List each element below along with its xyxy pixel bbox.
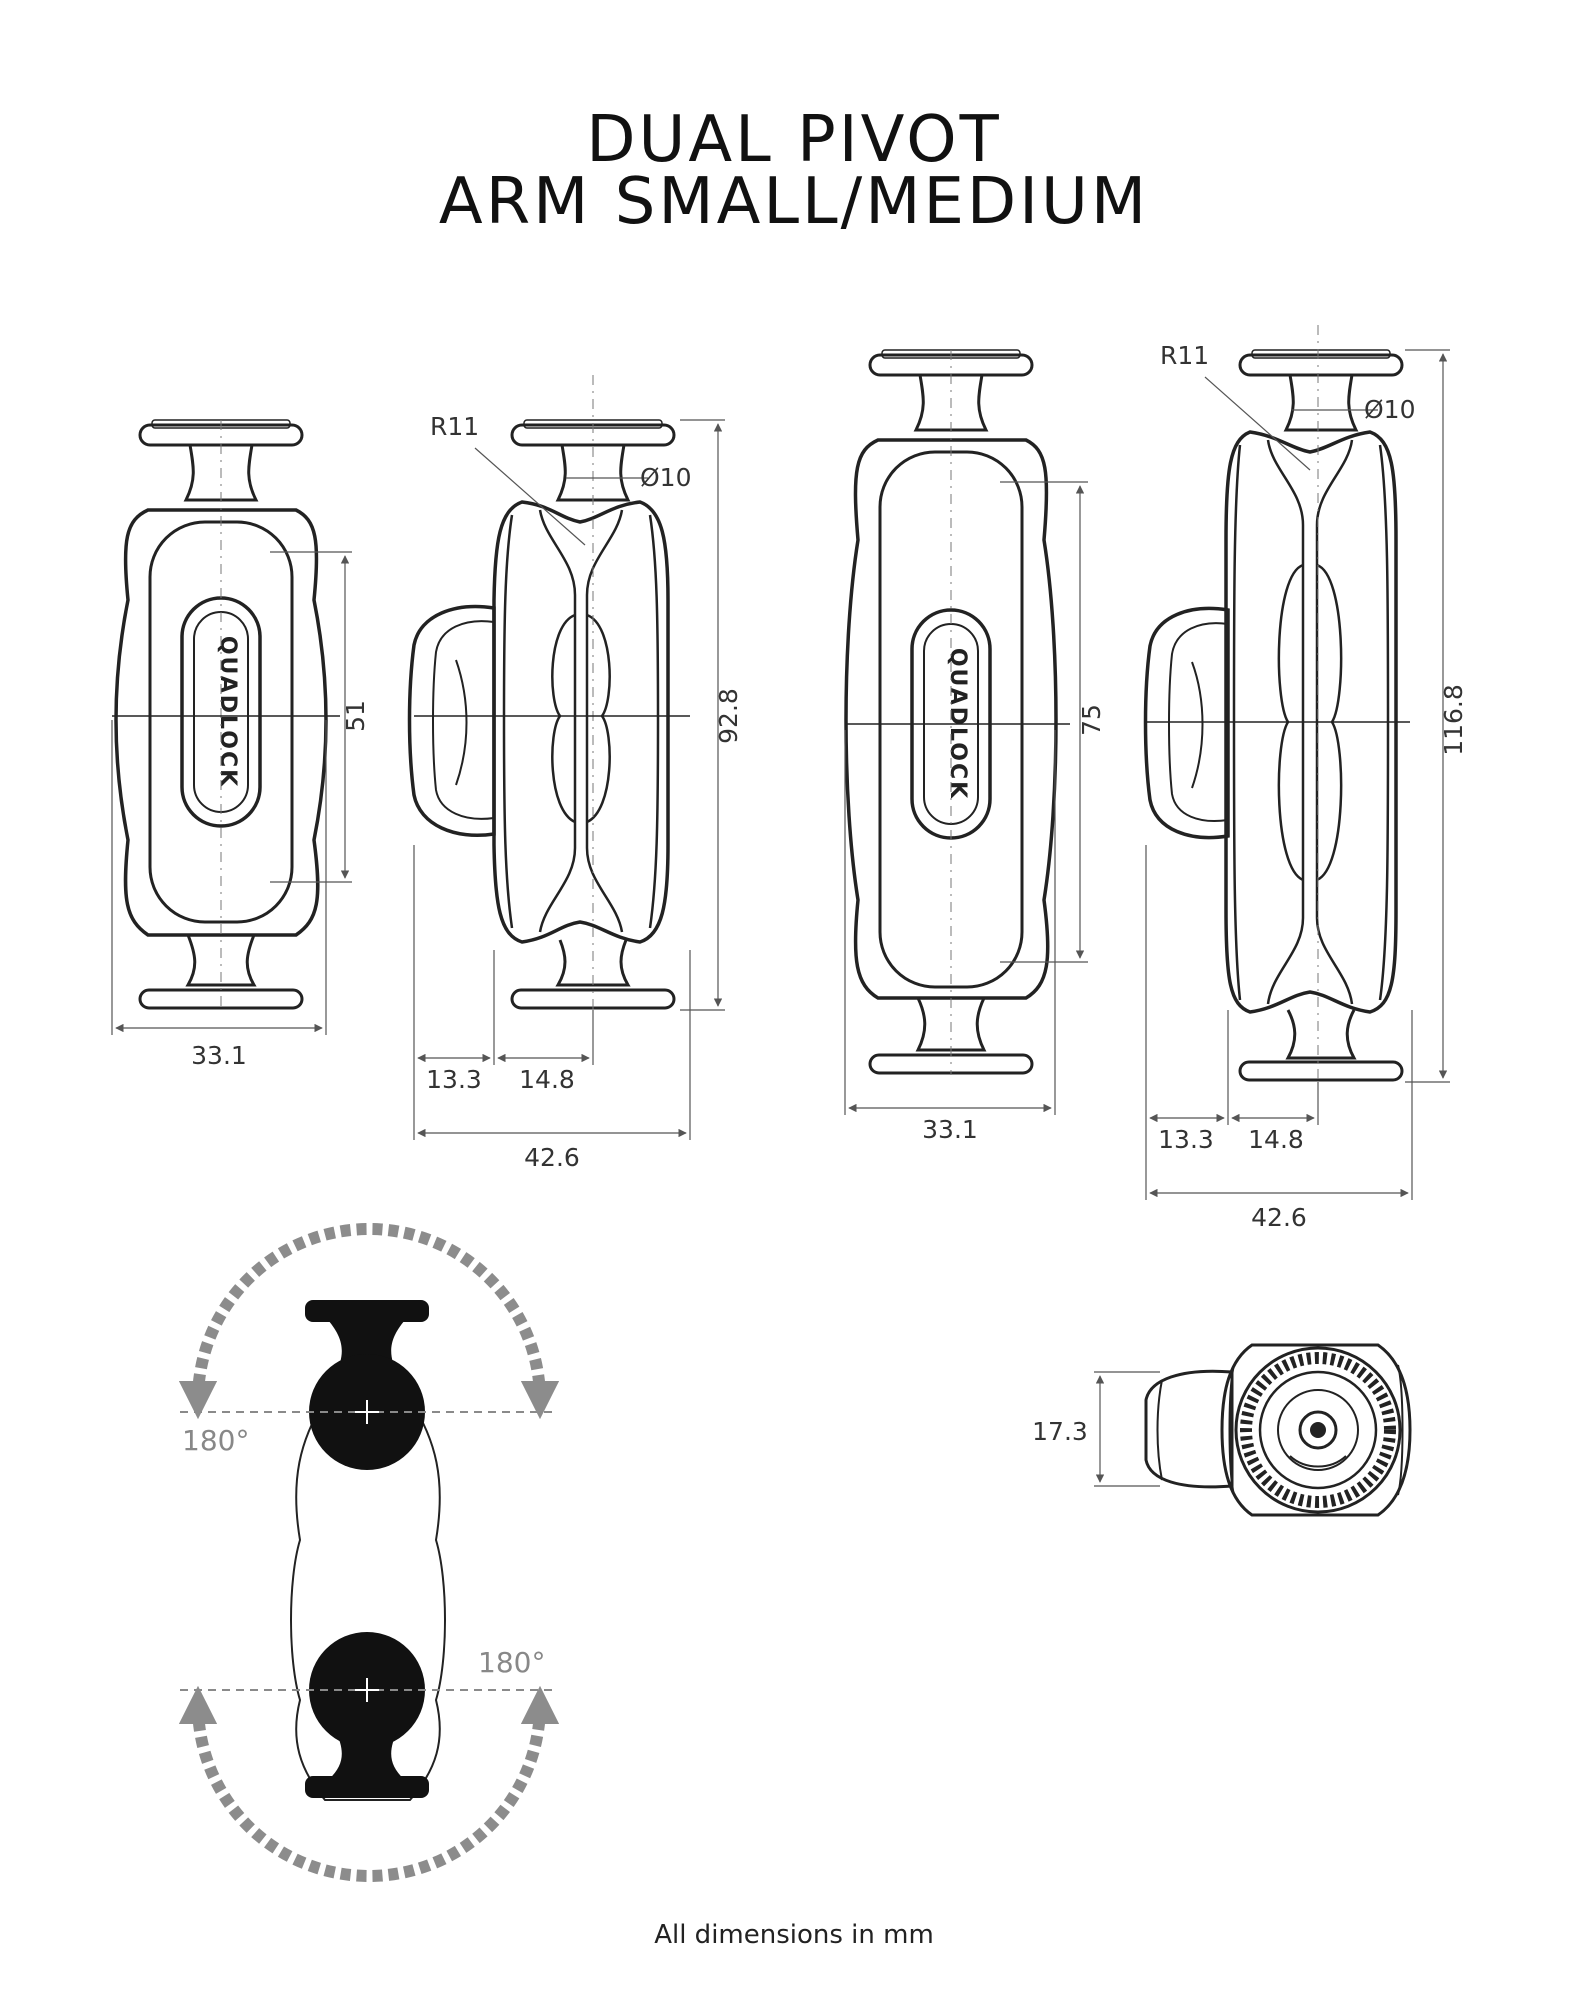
small-front-height: 51 (341, 700, 370, 732)
small-side-radius: R11 (430, 412, 480, 441)
top-ball-mount (305, 1300, 429, 1470)
top-view-height: 17.3 (1032, 1417, 1088, 1446)
medium-arm-front-view (845, 350, 1106, 1144)
small-side-body: 14.8 (519, 1065, 575, 1094)
medium-side-body: 14.8 (1248, 1125, 1304, 1154)
rotation-diagram (180, 1229, 555, 1876)
medium-front-height: 75 (1077, 704, 1106, 736)
medium-side-diameter: Ø10 (1364, 395, 1416, 424)
medium-side-knob: 13.3 (1158, 1125, 1214, 1154)
bottom-ball-mount (305, 1632, 429, 1798)
small-arm-front-view (112, 420, 370, 1070)
small-side-diameter: Ø10 (640, 463, 692, 492)
medium-side-radius: R11 (1160, 341, 1210, 370)
medium-arm-side-view (1146, 325, 1469, 1232)
medium-front-brand: QUADLOCK (945, 647, 970, 801)
small-front-width: 33.1 (191, 1041, 247, 1070)
top-rotation-label: 180° (182, 1424, 250, 1457)
small-side-height: 92.8 (714, 688, 743, 744)
medium-side-total: 42.6 (1251, 1203, 1307, 1232)
title-line-2: ARM SMALL/MEDIUM (438, 165, 1150, 239)
bottom-rotation-label: 180° (478, 1646, 546, 1679)
small-arm-side-view (410, 375, 744, 1172)
medium-side-height: 116.8 (1439, 684, 1468, 756)
title-line-1: DUAL PIVOT (586, 103, 1002, 177)
small-side-total: 42.6 (524, 1143, 580, 1172)
medium-front-width: 33.1 (922, 1115, 978, 1144)
small-front-brand: QUADLOCK (215, 635, 240, 789)
footnote: All dimensions in mm (654, 1920, 934, 1950)
small-side-knob: 13.3 (426, 1065, 482, 1094)
top-view (1032, 1345, 1410, 1515)
